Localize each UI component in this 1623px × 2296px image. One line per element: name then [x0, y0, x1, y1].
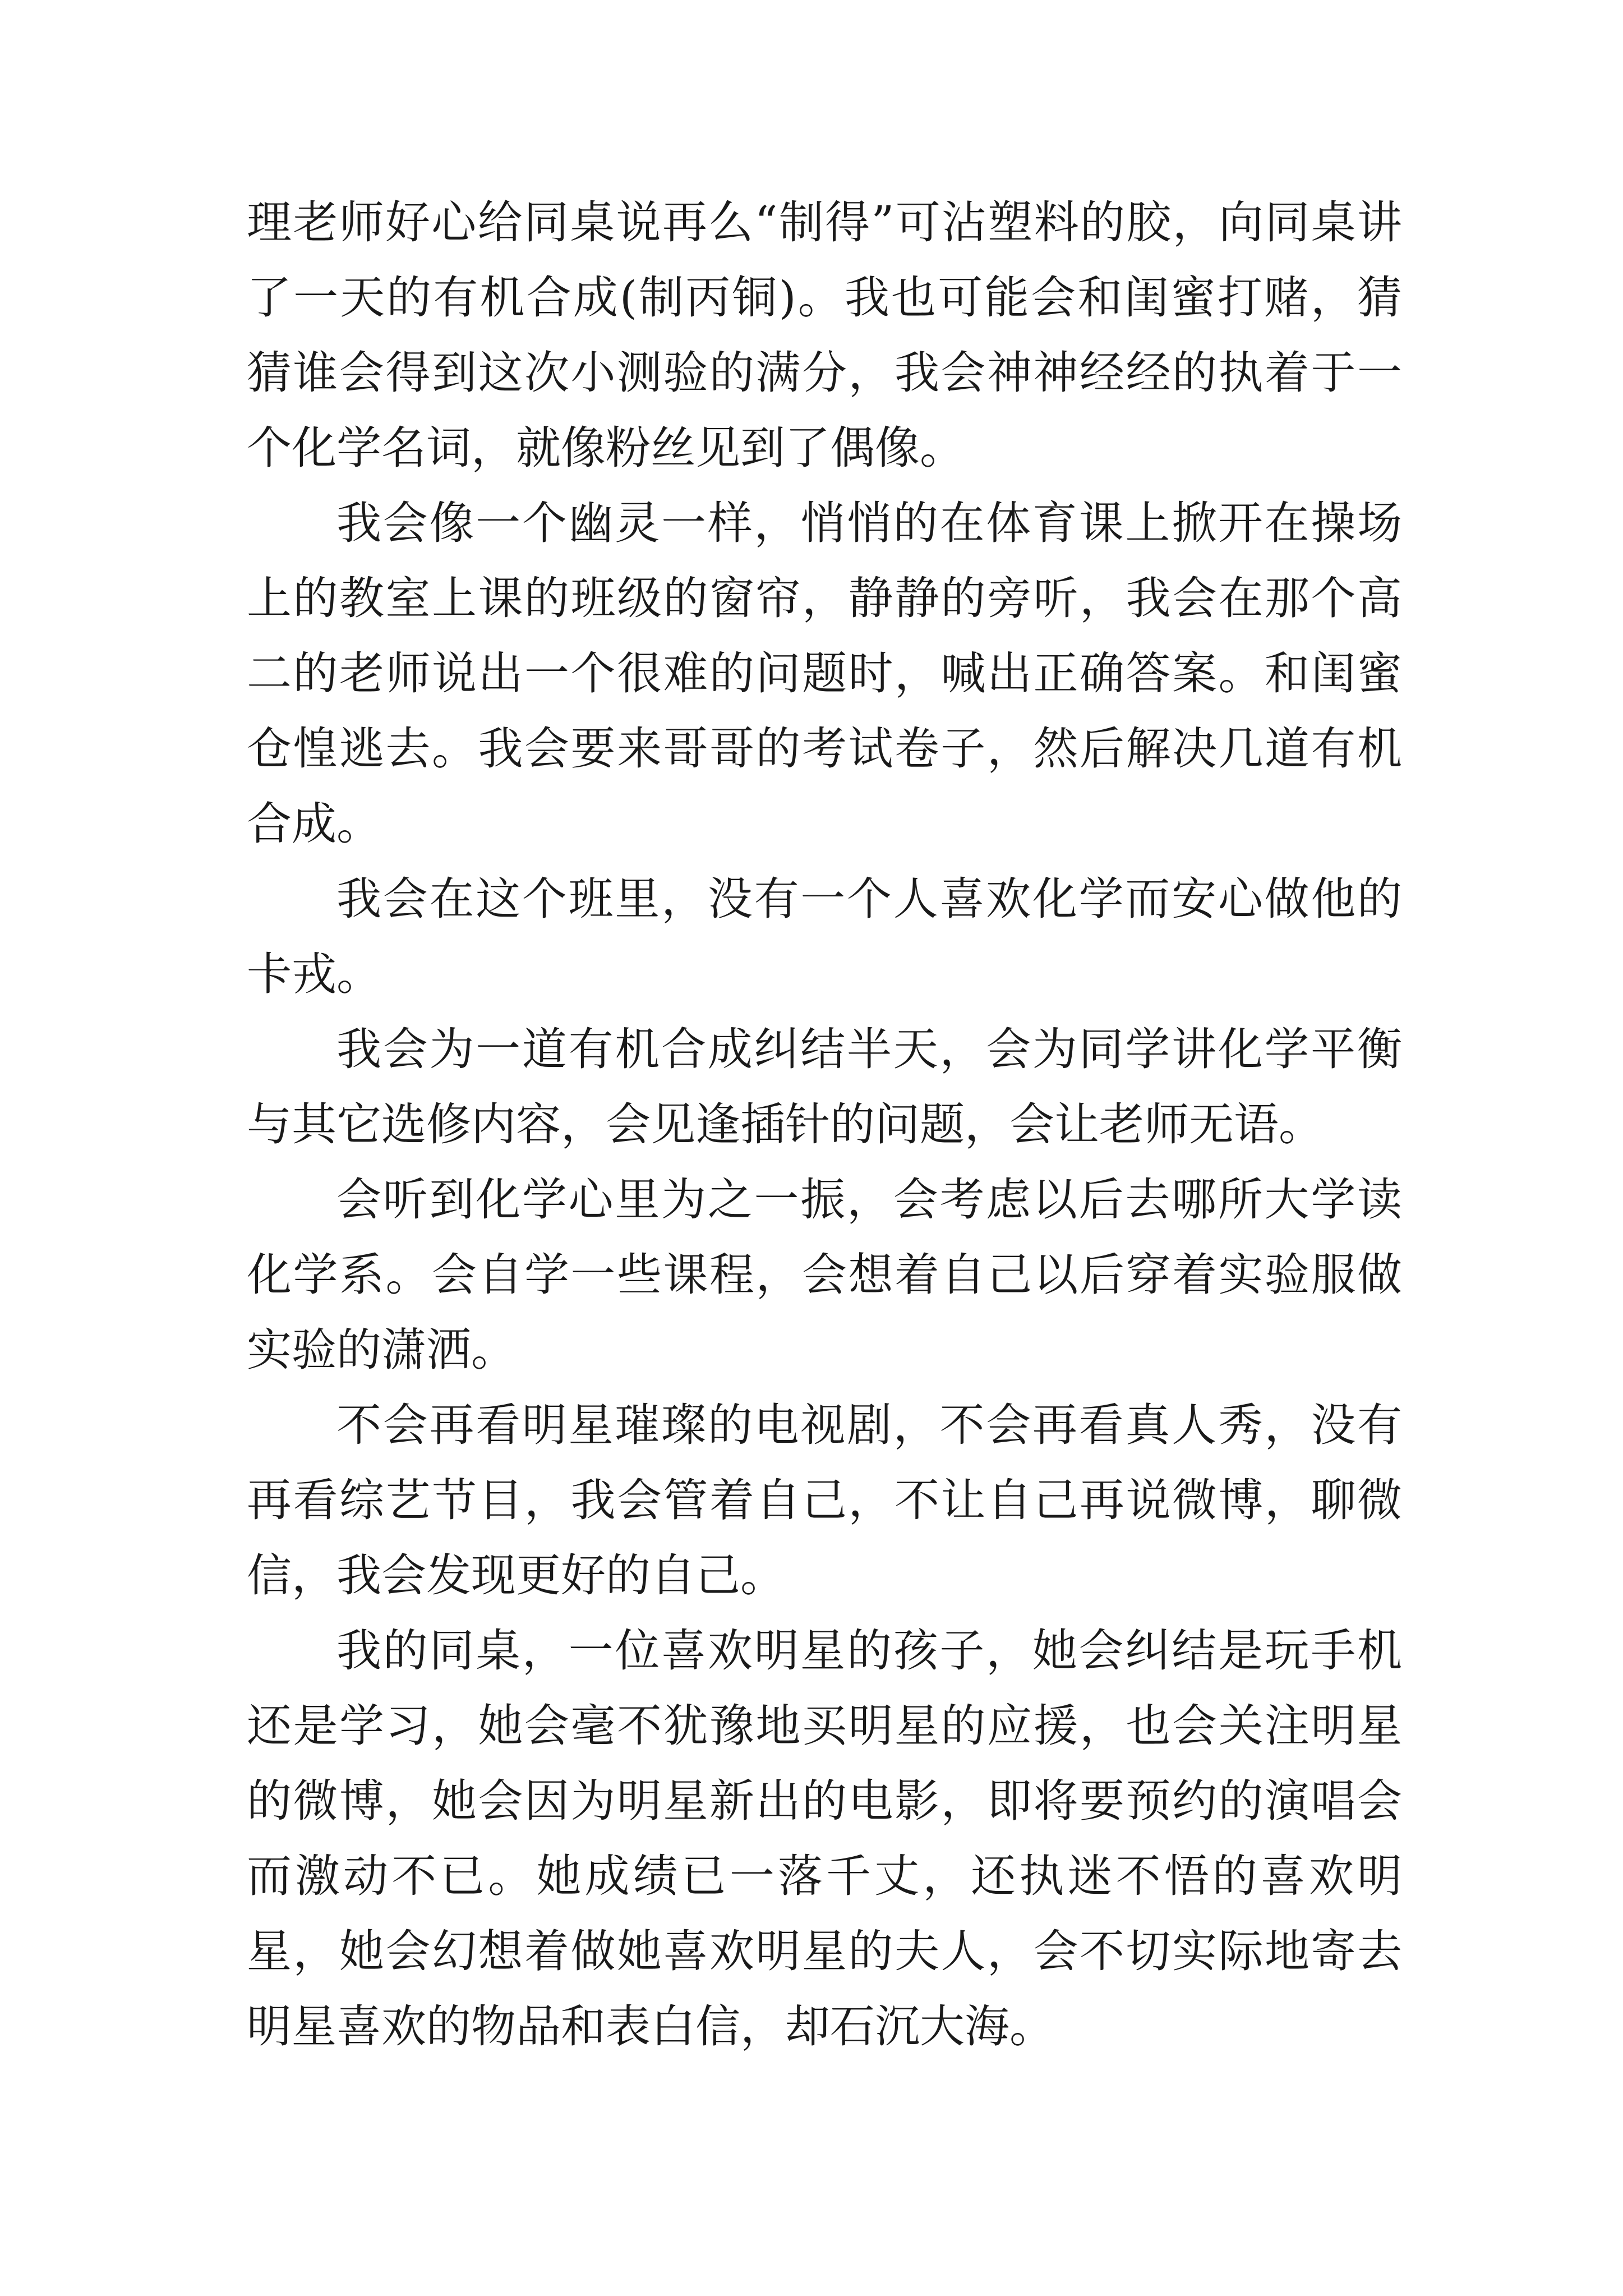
paragraph-6: 不会再看明星璀璨的电视剧，不会再看真人秀，没有再看综艺节目，我会管着自己，不让自己再说微博，聊微信，我会发现更好的自己。: [247, 1399, 1402, 1602]
paragraph-2: 我会像一个幽灵一样，悄悄的在体育课上掀开在操场上的教室上课的班级的窗帘，静静的旁听，我会在那个高二的老师说出一个很难的问题时，喊出正确答案。和闺蜜仓惶逃去。我会要来哥哥的考试卷子，然后解决几道有机合成。: [247, 497, 1402, 850]
paragraph-1: 理老师好心给同桌说再么“制得”可沾塑料的胶，向同桌讲了一天的有机合成(制丙铜)。我也可能会和闺蜜打赌，猜猜谁会得到这次小测验的满分，我会神神经经的执着于一个化学名词，就像粉丝见到了偶像。: [247, 196, 1402, 474]
document-body: [247, 185, 1402, 2064]
paragraph-5: 会听到化学心里为之一振，会考虑以后去哪所大学读化学系。会自学一些课程，会想着自己以后穿着实验服做实验的潇洒。: [247, 1174, 1402, 1376]
paragraph-3: 我会在这个班里，没有一个人喜欢化学而安心做他的卡戎。: [247, 873, 1402, 1000]
paragraph-7: 我的同桌，一位喜欢明星的孩子，她会纠结是玩手机还是学习，她会毫不犹豫地买明星的应援，也会关注明星的微博，她会因为明星新出的电影，即将要预约的演唱会而激动不已。她成绩已一落千丈，还执迷不悟的喜欢明星，她会幻想着做她喜欢明星的夫人，会不切实际地寄去明星喜欢的物品和表白信，却石沉大海。: [247, 1625, 1402, 2053]
paragraph-4: 我会为一道有机合成纠结半天，会为同学讲化学平衡与其它选修内容，会见逢插针的问题，会让老师无语。: [247, 1023, 1402, 1151]
